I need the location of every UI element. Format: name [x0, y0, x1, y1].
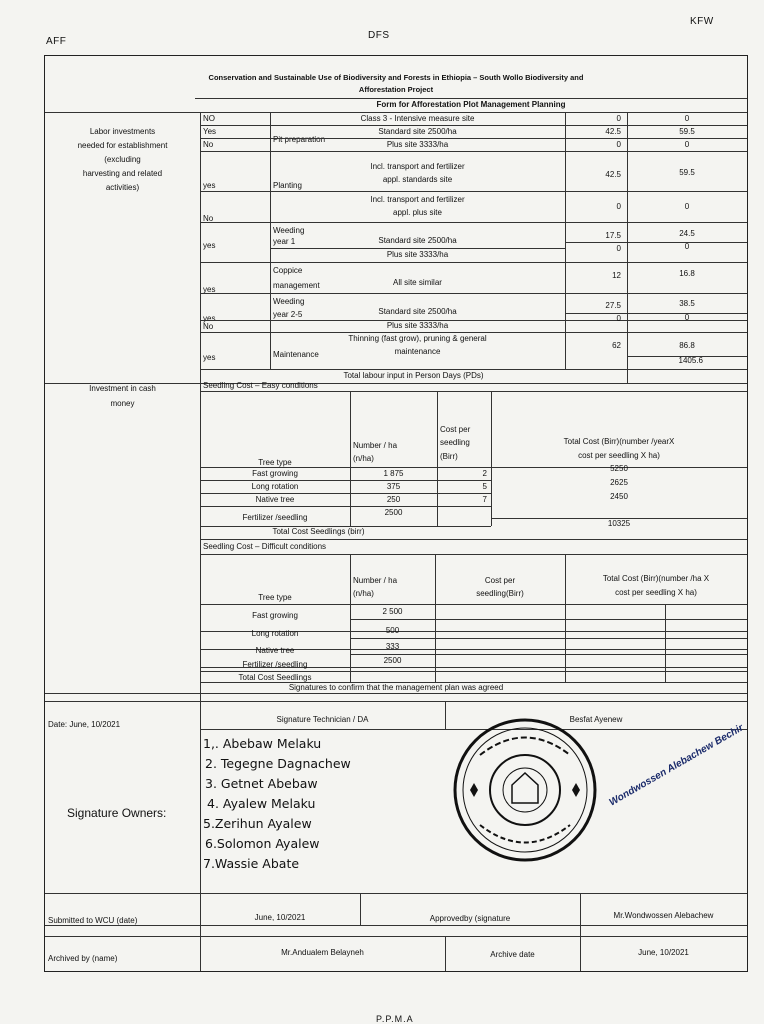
difficult-total-label: Total Cost Seedlings	[238, 673, 312, 682]
title-line1: Conservation and Sustainable Use of Biodiversity and Forests in Ethiopia – South Wollo Biodiversity and	[208, 73, 584, 82]
submitted-label: Submitted to WCU (date)	[48, 916, 138, 925]
labor-total-label: Total labour input in Person Days (PDs)	[343, 371, 484, 380]
bottom-mark: P.P.M.A	[376, 1014, 414, 1024]
archived-name: Mr.Andualem Belayneh	[281, 948, 364, 957]
sign-date: Date: June, 10/2021	[48, 720, 121, 729]
archive-date: June, 10/2021	[638, 948, 689, 957]
easy-total-value: 10325	[607, 519, 631, 528]
official-stamp-icon	[450, 715, 600, 865]
easy-total-label: Total Cost Seedlings (birr)	[272, 527, 365, 536]
approved-label: Approvedby (signature	[429, 914, 511, 923]
owners-label: Signature Owners:	[67, 806, 167, 820]
plan-form: Conservation and Sustainable Use of Biodiversity and Forests in Ethiopia – South Wollo Biodiversity and Afforestation Project Form for Afforestation Plot Management Planning Labor investments needed for establishment (excluding harvesting and related activities) NO Class 3 - Intensive measure site 0 0 Yes Pit preparation Standard site 2500/ha 42.5 59.5 No Plus site 3333/ha 0 0 yes Planting Incl. transport and fertilizer appl. standards site 42.5 59.5 No Incl. transport and fertilizer appl. plus site 0 0 yes Weeding year 1 Standard site 2500/ha 17.5 24.5 Plus site 3333/ha 0 0 yes Coppice management All site similar 12 16.8 yes Weeding year 2-5 Standard site 2500/ha 27.5 38.5 No Plus site 3333/ha 0 0 yes Maintenance Thinning (fast grow), pruning & general maintenance 62 86.8 Total labour input in Person Days (PDs) 1405.6 Investment in cash money Seedling Cost – Easy conditions Tree type Number / ha (n/ha) Cost per seedling (Birr) Total Cost (Birr)(number /yearX cost per seedling X ha) Fast growing 1 875 2 5250 Long rotation 375 5 2625 Native tree 250 7 2450 Fertilizer /seedling 2500 10325 Total Cost Seedlings (birr) Seedling Cost – Difficult conditions Tree type Number / ha (n/ha) Cost per seedling(Birr) Total Cost (Birr)(number /ha X cost per seedling X ha) Fast growing 2 500 Long rotation 500 Native tree 333 Fertilizer /seedling 2500 Total Cost Seedlings Signatures to confirm that the management plan was agreed Date: June, 10/2021 Signature Technician / DA Besfat Ayenew Signature Owners: 1,. Abebaw Melaku 2. Tegegne Dagnachew 3. Getnet Abebaw 4. Ayalew Melaku 5.Zerihun Ayalew 6.Solomon Ayalew 7.Wassie Abate Submitted to WCU (date) June, 10/2021 Approvedby (signature Mr.Wondwossen Alebachew Archived by (name) Mr.Andualem Belayneh Archive date June, 10/2021	[44, 55, 748, 972]
easy-title: Seedling Cost – Easy conditions	[203, 381, 318, 390]
title-line2: Afforestation Project	[358, 85, 434, 94]
difficult-title: Seedling Cost – Difficult conditions	[203, 542, 327, 551]
archive-date-label: Archive date	[490, 950, 535, 959]
form-title: Form for Afforestation Plot Management Planning	[376, 100, 566, 109]
header-left: AFF	[46, 36, 67, 47]
handwritten-signature: Wondwossen Alebachew Bechir	[607, 722, 746, 809]
labor-total-value: 1405.6	[678, 356, 703, 365]
approved-name: Mr.Wondwossen Alebachew	[613, 911, 714, 920]
header-right: KFW	[690, 16, 714, 27]
technician-label: Signature Technician / DA	[276, 715, 369, 724]
submitted-date: June, 10/2021	[254, 913, 306, 922]
technician-name: Besfat Ayenew	[569, 715, 623, 724]
header-center: DFS	[368, 30, 390, 41]
signatures-confirm: Signatures to confirm that the management plan was agreed	[288, 683, 504, 692]
archived-label: Archived by (name)	[48, 954, 118, 963]
